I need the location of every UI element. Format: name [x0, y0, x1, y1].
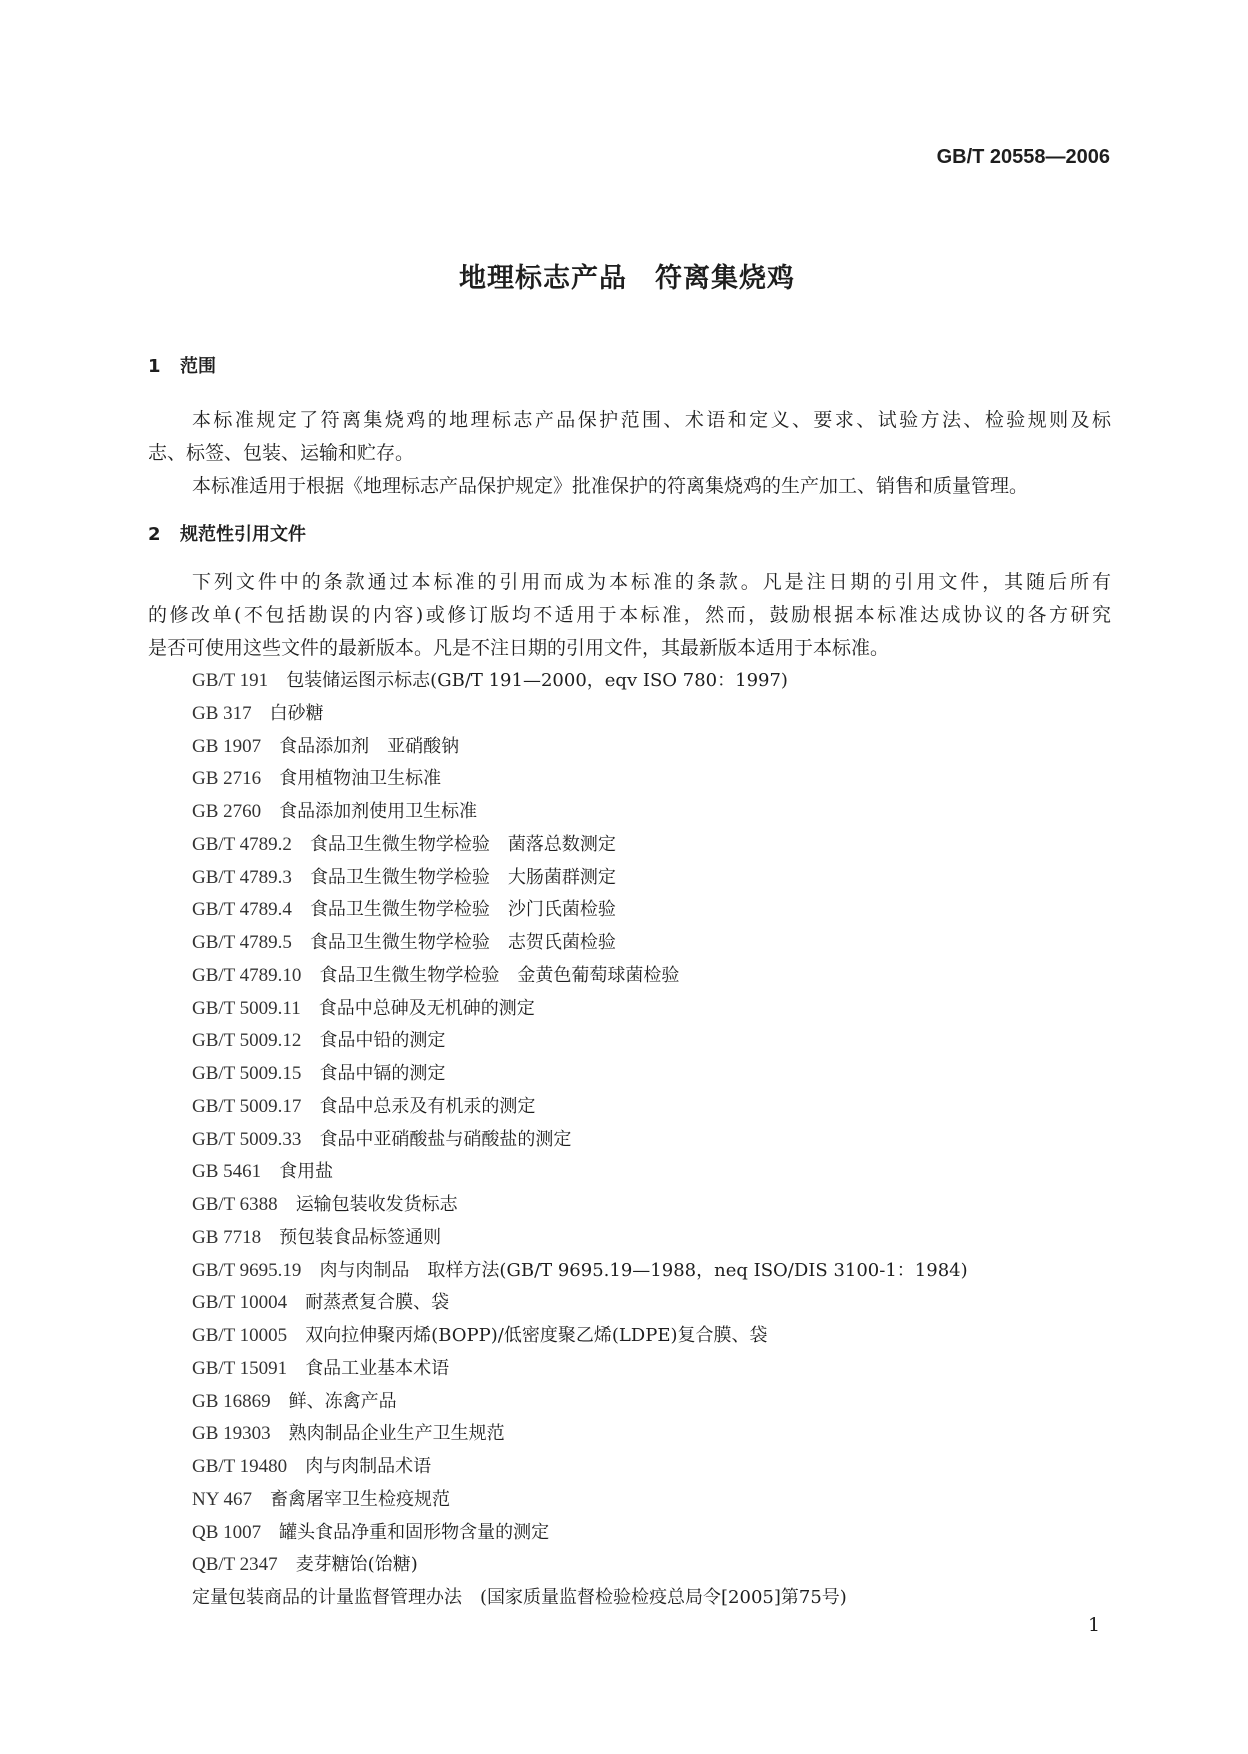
reference-code: GB/T 191 — [192, 670, 269, 691]
reference-code: GB 1907 — [192, 735, 262, 757]
reference-item — [192, 1092, 535, 1118]
reference-item — [192, 1288, 449, 1314]
reference-item — [192, 1387, 397, 1413]
reference-code: GB/T 4789.5 — [192, 932, 292, 953]
reference-code: GB/T 5009.33 — [192, 1128, 302, 1150]
reference-code: GB 16869 — [192, 1390, 271, 1412]
reference-code: GB/T 5009.12 — [192, 1030, 302, 1052]
section-title: 规范性引用文件 — [180, 524, 306, 545]
reference-title: 食品中铅的测定 — [319, 1030, 446, 1052]
reference-title: 肉与肉制品术语 — [305, 1456, 432, 1477]
reference-item — [192, 764, 441, 790]
reference-item — [192, 1223, 441, 1249]
reference-title: 运输包装收发货标志 — [295, 1194, 458, 1215]
reference-title: 麦芽糖饴(饴糖) — [295, 1554, 418, 1576]
reference-title: 食品中镉的测定 — [319, 1063, 446, 1084]
paragraph-line: 的修改单(不包括勘误的内容)或修订版均不适用于本标准，然而，鼓励根据本标准达成协议的各方研究 — [148, 604, 1111, 626]
reference-title: 包装储运图示标志(GB/T 191—2000，eqv ISO 780：1997) — [286, 670, 788, 691]
reference-code: GB 19303 — [192, 1423, 271, 1445]
reference-title: 罐头食品净重和固形物含量的测定 — [279, 1521, 550, 1543]
section-number: 1 — [148, 356, 161, 377]
paragraph-line: 本标准规定了符离集烧鸡的地理标志产品保护范围、术语和定义、要求、试验方法、检验规则及标 — [192, 409, 1111, 431]
reference-code: GB/T 4789.10 — [192, 964, 302, 986]
reference-title: 白砂糖 — [269, 702, 324, 724]
reference-title: 食品添加剂使用卫生标准 — [279, 801, 478, 822]
paragraph-line: 是否可使用这些文件的最新版本。凡是不注日期的引用文件，其最新版本适用于本标准。 — [148, 637, 890, 659]
reference-code: QB 1007 — [192, 1521, 262, 1543]
paragraph-line: 志、标签、包装、运输和贮存。 — [148, 442, 415, 464]
reference-item — [192, 1452, 431, 1478]
reference-title: 食品卫生微生物学检验 金黄色葡萄球菌检验 — [319, 964, 680, 986]
section-title: 范围 — [180, 356, 216, 377]
reference-title: 食品添加剂 亚硝酸钠 — [279, 735, 460, 757]
reference-item — [192, 1550, 418, 1576]
paragraph-line: 本标准适用于根据《地理标志产品保护规定》批准保护的符离集烧鸡的生产加工、销售和质量管理。 — [192, 475, 1029, 497]
reference-code: GB 2716 — [192, 768, 262, 790]
page-number: 1 — [1088, 1614, 1101, 1636]
reference-title: 食品中总砷及无机砷的测定 — [318, 997, 535, 1019]
reference-item — [192, 1256, 968, 1282]
reference-code: GB/T 4789.3 — [192, 866, 292, 888]
standard-code: GB/T 20558—2006 — [936, 146, 1110, 168]
reference-title: 食品卫生微生物学检验 大肠菌群测定 — [309, 866, 616, 888]
reference-code: GB/T 5009.15 — [192, 1063, 302, 1084]
reference-title: 食品卫生微生物学检验 菌落总数测定 — [309, 833, 616, 855]
section-heading-scope — [148, 352, 216, 378]
reference-title: 肉与肉制品 取样方法(GB/T 9695.19—1988，neq ISO/DIS 3100-1：1984) — [319, 1259, 968, 1281]
section-heading-normative-references — [148, 520, 306, 546]
reference-item — [192, 666, 788, 692]
reference-title: 食品工业基本术语 — [305, 1357, 450, 1379]
reference-title: 畜禽屠宰卫生检疫规范 — [270, 1488, 450, 1510]
reference-item — [192, 1321, 768, 1347]
reference-item — [192, 732, 459, 758]
reference-title: 食用植物油卫生标准 — [279, 768, 442, 790]
reference-item — [192, 1125, 571, 1151]
reference-code: GB 2760 — [192, 801, 262, 822]
paragraph-line: 下列文件中的条款通过本标准的引用而成为本标准的条款。凡是注日期的引用文件，其随后所有 — [192, 571, 1111, 593]
reference-code: GB/T 19480 — [192, 1456, 288, 1477]
reference-code: GB/T 4789.4 — [192, 899, 292, 921]
reference-code: GB/T 4789.2 — [192, 833, 292, 855]
reference-code: GB 7718 — [192, 1226, 262, 1248]
reference-item — [192, 1518, 549, 1544]
reference-title: 双向拉伸聚丙烯(BOPP)/低密度聚乙烯(LDPE)复合膜、袋 — [305, 1325, 768, 1346]
reference-item — [192, 928, 616, 954]
reference-code: GB 317 — [192, 702, 252, 724]
reference-title: 熟肉制品企业生产卫生规范 — [288, 1423, 505, 1445]
reference-code: GB/T 10004 — [192, 1292, 288, 1314]
reference-item — [192, 1485, 450, 1511]
reference-item — [192, 699, 324, 725]
reference-item — [192, 1026, 445, 1052]
reference-item — [192, 1190, 458, 1216]
reference-item — [192, 797, 477, 823]
reference-item — [192, 1583, 847, 1609]
reference-item — [192, 863, 616, 889]
reference-item — [192, 961, 679, 987]
reference-code: GB/T 15091 — [192, 1357, 288, 1379]
reference-code: GB/T 9695.19 — [192, 1259, 302, 1281]
reference-code: GB/T 5009.11 — [192, 997, 301, 1019]
reference-title: 定量包装商品的计量监督管理办法 (国家质量监督检验检疫总局令[2005]第75号) — [192, 1587, 847, 1608]
reference-code: GB/T 10005 — [192, 1325, 288, 1346]
section-number: 2 — [148, 524, 161, 545]
reference-item — [192, 895, 616, 921]
reference-code: NY 467 — [192, 1488, 252, 1510]
reference-title: 食用盐 — [279, 1161, 334, 1183]
reference-item — [192, 830, 616, 856]
reference-title: 食品中亚硝酸盐与硝酸盐的测定 — [319, 1128, 572, 1150]
reference-title: 预包装食品标签通则 — [279, 1226, 442, 1248]
reference-title: 食品中总汞及有机汞的测定 — [319, 1095, 536, 1117]
reference-title: 食品卫生微生物学检验 志贺氏菌检验 — [309, 932, 616, 953]
reference-code: GB 5461 — [192, 1161, 262, 1183]
reference-item — [192, 994, 535, 1020]
document-title: 地理标志产品 符离集烧鸡 — [459, 263, 795, 294]
reference-code: QB/T 2347 — [192, 1554, 278, 1576]
reference-title: 鲜、冻禽产品 — [288, 1390, 397, 1412]
reference-item — [192, 1157, 333, 1183]
reference-item — [192, 1419, 505, 1445]
reference-code: GB/T 6388 — [192, 1194, 278, 1215]
reference-title: 耐蒸煮复合膜、袋 — [305, 1292, 450, 1314]
reference-item — [192, 1354, 449, 1380]
reference-code: GB/T 5009.17 — [192, 1095, 302, 1117]
reference-title: 食品卫生微生物学检验 沙门氏菌检验 — [309, 899, 616, 921]
reference-item — [192, 1059, 445, 1085]
